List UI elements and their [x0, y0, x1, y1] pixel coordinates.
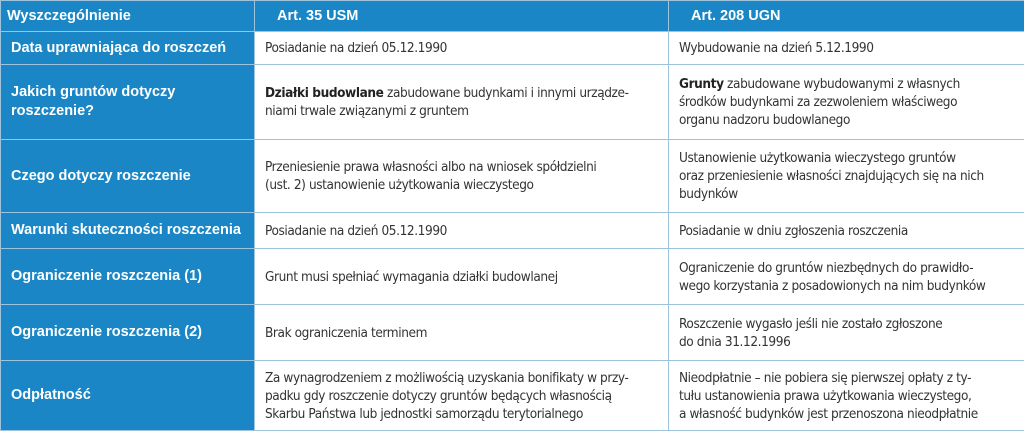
header-art35-usm: Art. 35 USM: [255, 1, 669, 32]
ugn-line: budynków: [679, 186, 738, 202]
table-row: [1, 32, 1024, 65]
row-label: [1, 213, 255, 249]
row-label: [1, 249, 255, 305]
usm-line: niami trwale związanymi z gruntem: [265, 103, 469, 119]
usm-cell: [255, 213, 669, 249]
ugn-cell: [669, 305, 1024, 361]
ugn-line: a własność budynków jest przenoszona nieodpłatnie: [679, 405, 978, 422]
row-label: [1, 32, 255, 65]
usm-cell: [255, 305, 669, 361]
ugn-line: Wybudowanie na dzień 5.12.1990: [679, 40, 874, 56]
usm-line: Grunt musi spełniać wymagania działki budowlanej: [265, 268, 558, 285]
row-label-line: Ograniczenie roszczenia (1): [11, 268, 202, 284]
usm-cell: [255, 32, 669, 65]
ugn-cell: [669, 32, 1024, 65]
row-label: [1, 361, 255, 431]
ugn-line: oraz przeniesienie własności znajdujących się na nich: [679, 168, 984, 184]
ugn-line: tułu ustanowienia prawa użytkowania wieczystego,: [679, 387, 972, 404]
usm-cell: [255, 140, 669, 213]
usm-line: Brak ograniczenia terminem: [265, 324, 428, 341]
ugn-line: Ustanowienie użytkowania wieczystego gruntów: [679, 150, 956, 166]
ugn-cell: [669, 213, 1024, 249]
ugn-line: Ograniczenie do gruntów niezbędnych do prawidło-: [679, 259, 974, 276]
usm-cell: [255, 249, 669, 305]
row-label: [1, 65, 255, 140]
ugn-line: Roszczenie wygasło jeśli nie zostało zgłoszone: [679, 315, 943, 332]
ugn-cell: [669, 140, 1024, 213]
row-label-line: Data uprawniająca do roszczeń: [11, 39, 227, 56]
table-row: [1, 213, 1024, 249]
usm-line: Przeniesienie prawa własności albo na wniosek spółdzielni: [265, 159, 597, 175]
ugn-cell: [669, 249, 1024, 305]
row-label-line: Czego dotyczy roszczenie: [11, 167, 191, 184]
usm-cell: [255, 65, 669, 140]
ugn-cell: [669, 361, 1024, 431]
ugn-line: środków budynkami za zezwoleniem właściwego: [679, 94, 958, 110]
header-row: [1, 1, 1024, 32]
ugn-line: Nieodpłatnie – nie pobiera się pierwszej opłaty z ty-: [679, 369, 972, 386]
table-row: [1, 65, 1024, 140]
usm-highlight-term: Działki budowlane: [265, 85, 384, 101]
ugn-line: Posiadanie w dniu zgłoszenia roszczenia: [679, 222, 908, 239]
usm-cell: [255, 361, 669, 431]
usm-line: padku gdy roszczenie dotyczy gruntów będących własnością: [265, 387, 612, 404]
ugn-cell: [669, 65, 1024, 140]
row-label: [1, 140, 255, 213]
ugn-line: do dnia 31.12.1996: [679, 333, 791, 350]
row-label-line: Ograniczenie roszczenia (2): [11, 324, 202, 340]
usm-line-rest: zabudowane budynkami i innymi urządze-: [383, 85, 629, 101]
header-wyszczegolnienie: Wyszczególnienie: [1, 1, 255, 32]
row-label-line: Jakich gruntów dotyczy: [11, 84, 176, 100]
table-row: [1, 249, 1024, 305]
ugn-highlight-term: Grunty: [679, 76, 724, 92]
ugn-line: organu nadzoru budowlanego: [679, 112, 851, 128]
table-row: [1, 361, 1024, 431]
row-label-line: Warunki skuteczności roszczenia: [11, 222, 241, 238]
ugn-line: [679, 75, 1014, 93]
ugn-line-rest: zabudowane wybudowanymi z własnych: [723, 76, 960, 92]
row-label: [1, 305, 255, 361]
usm-line: Skarbu Państwa lub jednostki samorządu terytorialnego: [265, 405, 584, 422]
usm-line: Za wynagrodzeniem z możliwością uzyskania bonifikaty w przy-: [265, 369, 629, 386]
header-art208-ugn: Art. 208 UGN: [669, 1, 1024, 32]
usm-line: Posiadanie na dzień 05.12.1990: [265, 40, 447, 56]
ugn-line: wego korzystania z posadowionych na nim budynków: [679, 277, 986, 294]
row-label-line: roszczenie?: [11, 103, 94, 119]
table-row: [1, 140, 1024, 213]
row-label-line: Odpłatność: [11, 387, 91, 403]
usm-line: (ust. 2) ustanowienie użytkowania wieczystego: [265, 177, 534, 193]
table-row: [1, 305, 1024, 361]
usm-line: Posiadanie na dzień 05.12.1990: [265, 222, 447, 239]
usm-line: [265, 84, 658, 102]
